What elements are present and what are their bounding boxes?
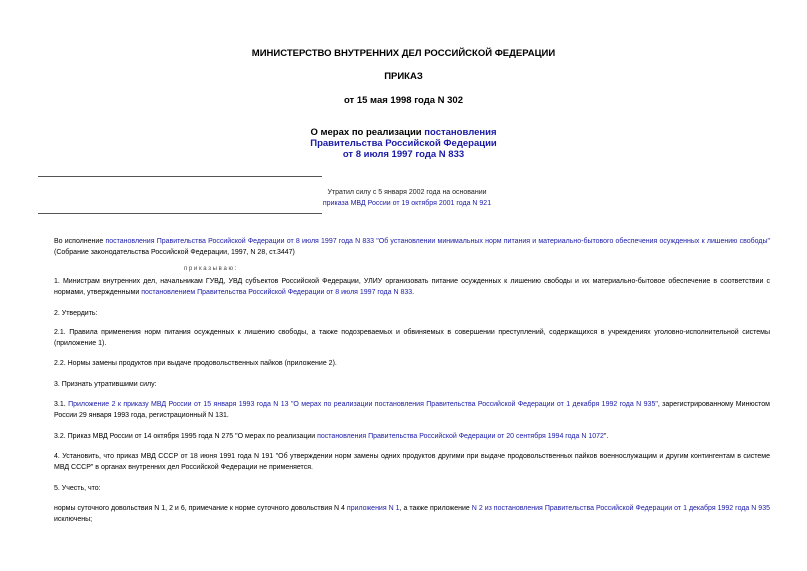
paragraph-3-1: 3.1. Приложение 2 к приказу МВД России от 15 января 1993 года N 13 "О мерах по реализации постановления Правительства Российской Федерации от 1 декабря 1992 года N 935", зарегистрированному Минюстом России 29 января 1993 года, регистрационный N 131. [54, 401, 770, 419]
paragraph-5-list: нормы суточного довольствия N 1, 2 и 6, примечание к норме суточного довольствия N 4 приложения N 1, а также приложение N 2 из постановления Правительства Российской Федерации от 1 декабря 1992 года N 935 исключены; [54, 505, 770, 523]
title-link-line3[interactable]: от 8 июля 1997 года N 833 [342, 149, 465, 160]
p5-link-1[interactable]: приложения N 1 [346, 505, 400, 512]
paragraph-intro: Во исполнение постановления Правительства Российской Федерации от 8 июля 1997 года N 833 "Об установлении минимальных норм питания и материально-бытового обеспечения осужденных к лишению свободы" (Собрание законодательства Российской Федерации, 1997, N 28, ст.3447) [54, 238, 770, 256]
p3-1-link[interactable]: Приложение 2 к приказу МВД России от 15 января 1993 года N 13 "О мерах по реализации постановления Правительства Российской Федерации от 1 декабря 1992 года N 935" [68, 401, 658, 408]
p1-link[interactable]: постановлением Правительства Российской Федерации от 8 июля 1997 года N 833 [141, 289, 413, 296]
document-type: ПРИКАЗ [384, 71, 423, 82]
validity-notice [322, 187, 492, 209]
title-link-line1[interactable]: постановления [424, 127, 497, 138]
title-prefix: О мерах по реализации [310, 127, 422, 138]
paragraph-1: 1. Министрам внутренних дел, начальникам ГУВД, УВД субъектов Российской Федерации, УЛИУ организовать питание осужденных к лишению свободы и их материально-бытовое обеспечение в соответствии с нормами, утвержденными постановлением Правительства Российской Федерации от 8 июля 1997 года N 833. [54, 278, 770, 296]
validity-notice-text: Утратил силу с 5 января 2002 года на основании [327, 189, 487, 196]
paragraph-2-2: 2.2. Нормы замены продуктов при выдаче продовольственных пайков (приложение 2). [54, 360, 337, 367]
divider-bottom [38, 213, 322, 214]
paragraph-4: 4. Установить, что приказ МВД СССР от 18 июня 1991 года N 191 "Об утверждении норм замены одних продуктов другими при выдаче продовольственных пайков военнослужащим и другим контингентам в системе МВД СССР" в органах внутренних дел Российской Федерации не применяется. [54, 453, 770, 471]
orders-word: п р и к а з ы в а ю : [184, 266, 237, 272]
ministry-header: МИНИСТЕРСТВО ВНУТРЕННИХ ДЕЛ РОССИЙСКОЙ ФЕДЕРАЦИИ [251, 48, 556, 59]
paragraph-3: 3. Признать утратившими силу: [54, 381, 157, 388]
title-link-line2[interactable]: Правительства Российской Федерации [310, 138, 497, 149]
paragraph-2-1: 2.1. Правила применения норм питания осужденных к лишению свободы, а также подозреваемых и обвиняемых в совершении преступлений, содержащихся в учреждениях уголовно-исполнительной системы (приложение 1). [54, 329, 770, 347]
document-date-number: от 15 мая 1998 года N 302 [343, 95, 464, 106]
paragraph-2: 2. Утвердить: [54, 310, 98, 317]
document-title [0, 127, 807, 160]
validity-notice-link[interactable]: приказа МВД России от 19 октября 2001 года N 921 [322, 200, 492, 207]
p5-link-2[interactable]: N 2 из постановления Правительства Российской Федерации от 1 декабря 1992 года N 935 [471, 505, 770, 512]
paragraph-5: 5. Учесть, что: [54, 485, 101, 492]
intro-link[interactable]: постановления Правительства Российской Федерации от 8 июля 1997 года N 833 "Об установлении минимальных норм питания и материально-бытового обеспечения осужденных к лишению свободы" [105, 238, 770, 245]
divider-top [38, 176, 322, 177]
paragraph-3-2: 3.2. Приказ МВД России от 14 октября 1995 года N 275 "О мерах по реализации постановления Правительства Российской Федерации от 20 сентября 1994 года N 1072". [54, 433, 609, 440]
p3-2-link[interactable]: постановления Правительства Российской Федерации от 20 сентября 1994 года N 1072 [317, 433, 604, 440]
